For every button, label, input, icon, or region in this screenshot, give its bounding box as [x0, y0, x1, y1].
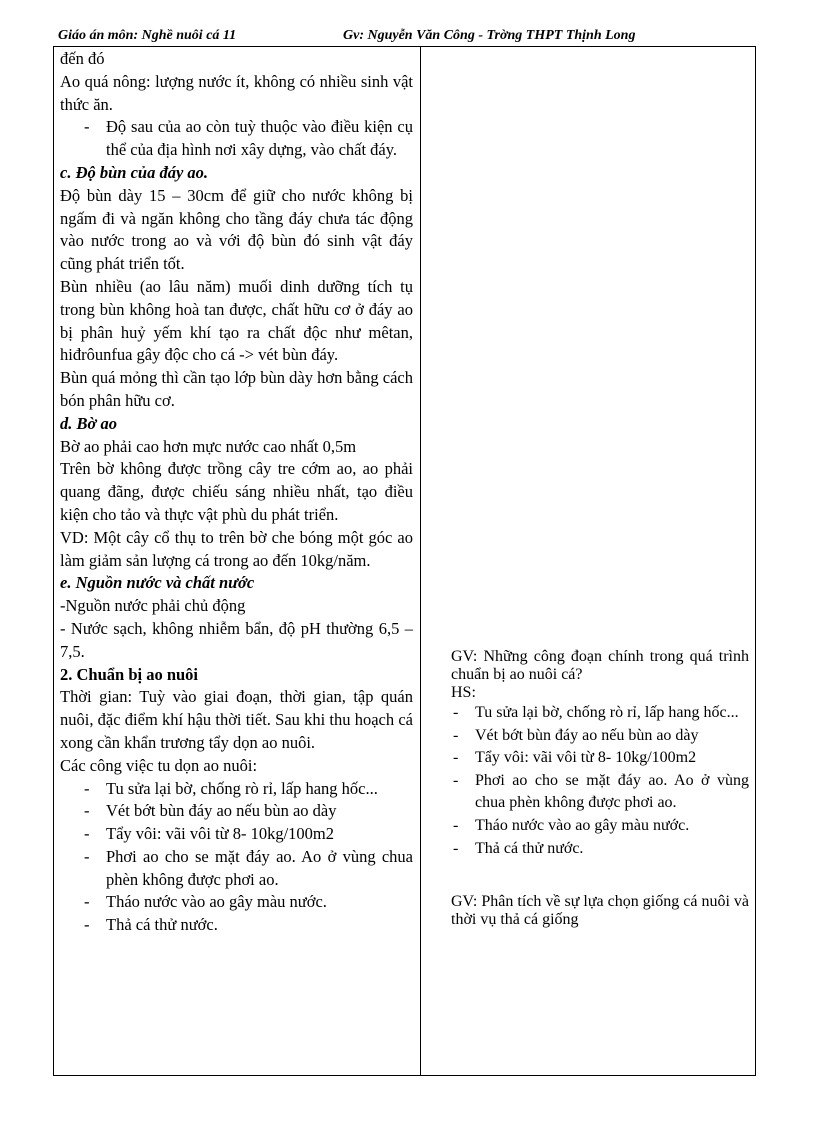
activity-column — [451, 648, 749, 929]
list-item: - Tu sửa lại bờ, chống rò rỉ, lấp hang hốc... — [451, 702, 749, 725]
page-header — [58, 28, 758, 48]
list-item: - Tu sửa lại bờ, chống rò rỉ, lấp hang hốc... — [60, 778, 413, 801]
list-item: - Tháo nước vào ao gây màu nước. — [451, 815, 749, 838]
header-teacher: Gv: Nguyễn Văn Công - Trờng THPT Thịnh Long — [343, 28, 636, 43]
list-item: - Tẩy vôi: vãi vôi từ 8- 10kg/100m2 — [60, 823, 413, 846]
paragraph-timing: Thời gian: Tuỳ vào giai đoạn, thời gian, tập quán nuôi, đặc điểm khí hậu thời tiết. Sau khi thu hoạch cá xong cần khẩn trương tẩy dọn ao nuôi. — [60, 687, 413, 752]
list-item: - Độ sau của ao còn tuỳ thuộc vào điều kiện cụ thể của địa hình nơi xây dựng, vào chất đáy. — [60, 116, 413, 162]
paragraph-mud-excess: Bùn nhiều (ao lâu năm) muối dinh dưỡng tích tụ trong bùn không hoà tan được, chất hữu cơ ở đáy ao bị phân huỷ yếm khí tạo ra chất độc như mêtan, hiđrôunfua gây độc cho cá -> vét bùn đáy. — [60, 276, 413, 365]
paragraph-mud-thin: Bùn quá mỏng thì cần tạo lớp bùn dày hơn bằng cách bón phân hữu cơ. — [60, 368, 413, 410]
depth-list — [60, 116, 413, 162]
teacher-question: GV: Những công đoạn chính trong quá trình chuẩn bị ao nuôi cá? — [451, 648, 749, 683]
paragraph-water-quality: - Nước sạch, không nhiễm bẩn, độ pH thường 6,5 – 7,5. — [60, 618, 413, 661]
list-item: - Thả cá thử nước. — [451, 838, 749, 861]
paragraph-shallow-pond: Ao quá nông: lượng nước ít, không có nhiều sinh vật thức ăn. — [60, 71, 413, 114]
list-item: - Thả cá thử nước. — [60, 914, 413, 937]
spacer — [451, 860, 749, 893]
paragraph-mud-depth: Độ bùn dày 15 – 30cm để giữ cho nước không bị ngấm đi và ngăn không cho tầng đáy chưa tác động vào nước trong ao và với độ bùn đó sinh vật đáy cũng phát triển tốt. — [60, 185, 413, 274]
paragraph-continuation: đến đó — [60, 49, 105, 68]
student-label: HS: — [451, 684, 476, 701]
paragraph-example: VD: Một cây cổ thụ to trên bờ che bóng một góc ao làm giảm sản lượng cá trong ao đến 10kg/năm. — [60, 527, 413, 570]
paragraph-water-source: -Nguồn nước phải chủ động — [60, 596, 246, 616]
section-heading-2: 2. Chuẩn bị ao nuôi — [60, 664, 199, 684]
header-subject: Giáo án môn: Nghề nuôi cá 11 — [58, 28, 237, 43]
column-divider — [420, 46, 421, 1076]
teacher-analysis: GV: Phân tích về sự lựa chọn giống cá nuôi và thời vụ thả cá giống — [451, 893, 749, 929]
answers-list — [451, 702, 749, 860]
content-column — [60, 48, 413, 937]
list-item: - Vét bớt bùn đáy ao nếu bùn ao dày — [60, 800, 413, 823]
paragraph-bank-height: Bờ ao phải cao hơn mực nước cao nhất 0,5m — [60, 436, 357, 456]
paragraph-tasks-intro: Các công việc tu dọn ao nuôi: — [60, 755, 258, 775]
list-item: - Tháo nước vào ao gây màu nước. — [60, 891, 413, 914]
section-heading-c: c. Độ bùn của đáy ao. — [60, 162, 209, 182]
list-item: - Phơi ao cho se mặt đáy ao. Ao ở vùng chua phèn không được phơi ao. — [60, 846, 413, 892]
section-heading-d: d. Bờ ao — [60, 413, 117, 433]
tasks-list — [60, 778, 413, 938]
paragraph-bank-trees: Trên bờ không được trồng cây tre cớm ao, ao phải quang đãng, được chiếu sáng nhiều nhất, tạo điều kiện cho tảo và thực vật phù du phát triển. — [60, 459, 413, 524]
list-item: - Vét bớt bùn đáy ao nếu bùn ao dày — [451, 725, 749, 748]
list-item: - Tẩy vôi: vãi vôi từ 8- 10kg/100m2 — [451, 747, 749, 770]
section-heading-e: e. Nguồn nước và chất nước — [60, 573, 255, 593]
list-item: - Phơi ao cho se mặt đáy ao. Ao ở vùng chua phèn không được phơi ao. — [451, 770, 749, 815]
